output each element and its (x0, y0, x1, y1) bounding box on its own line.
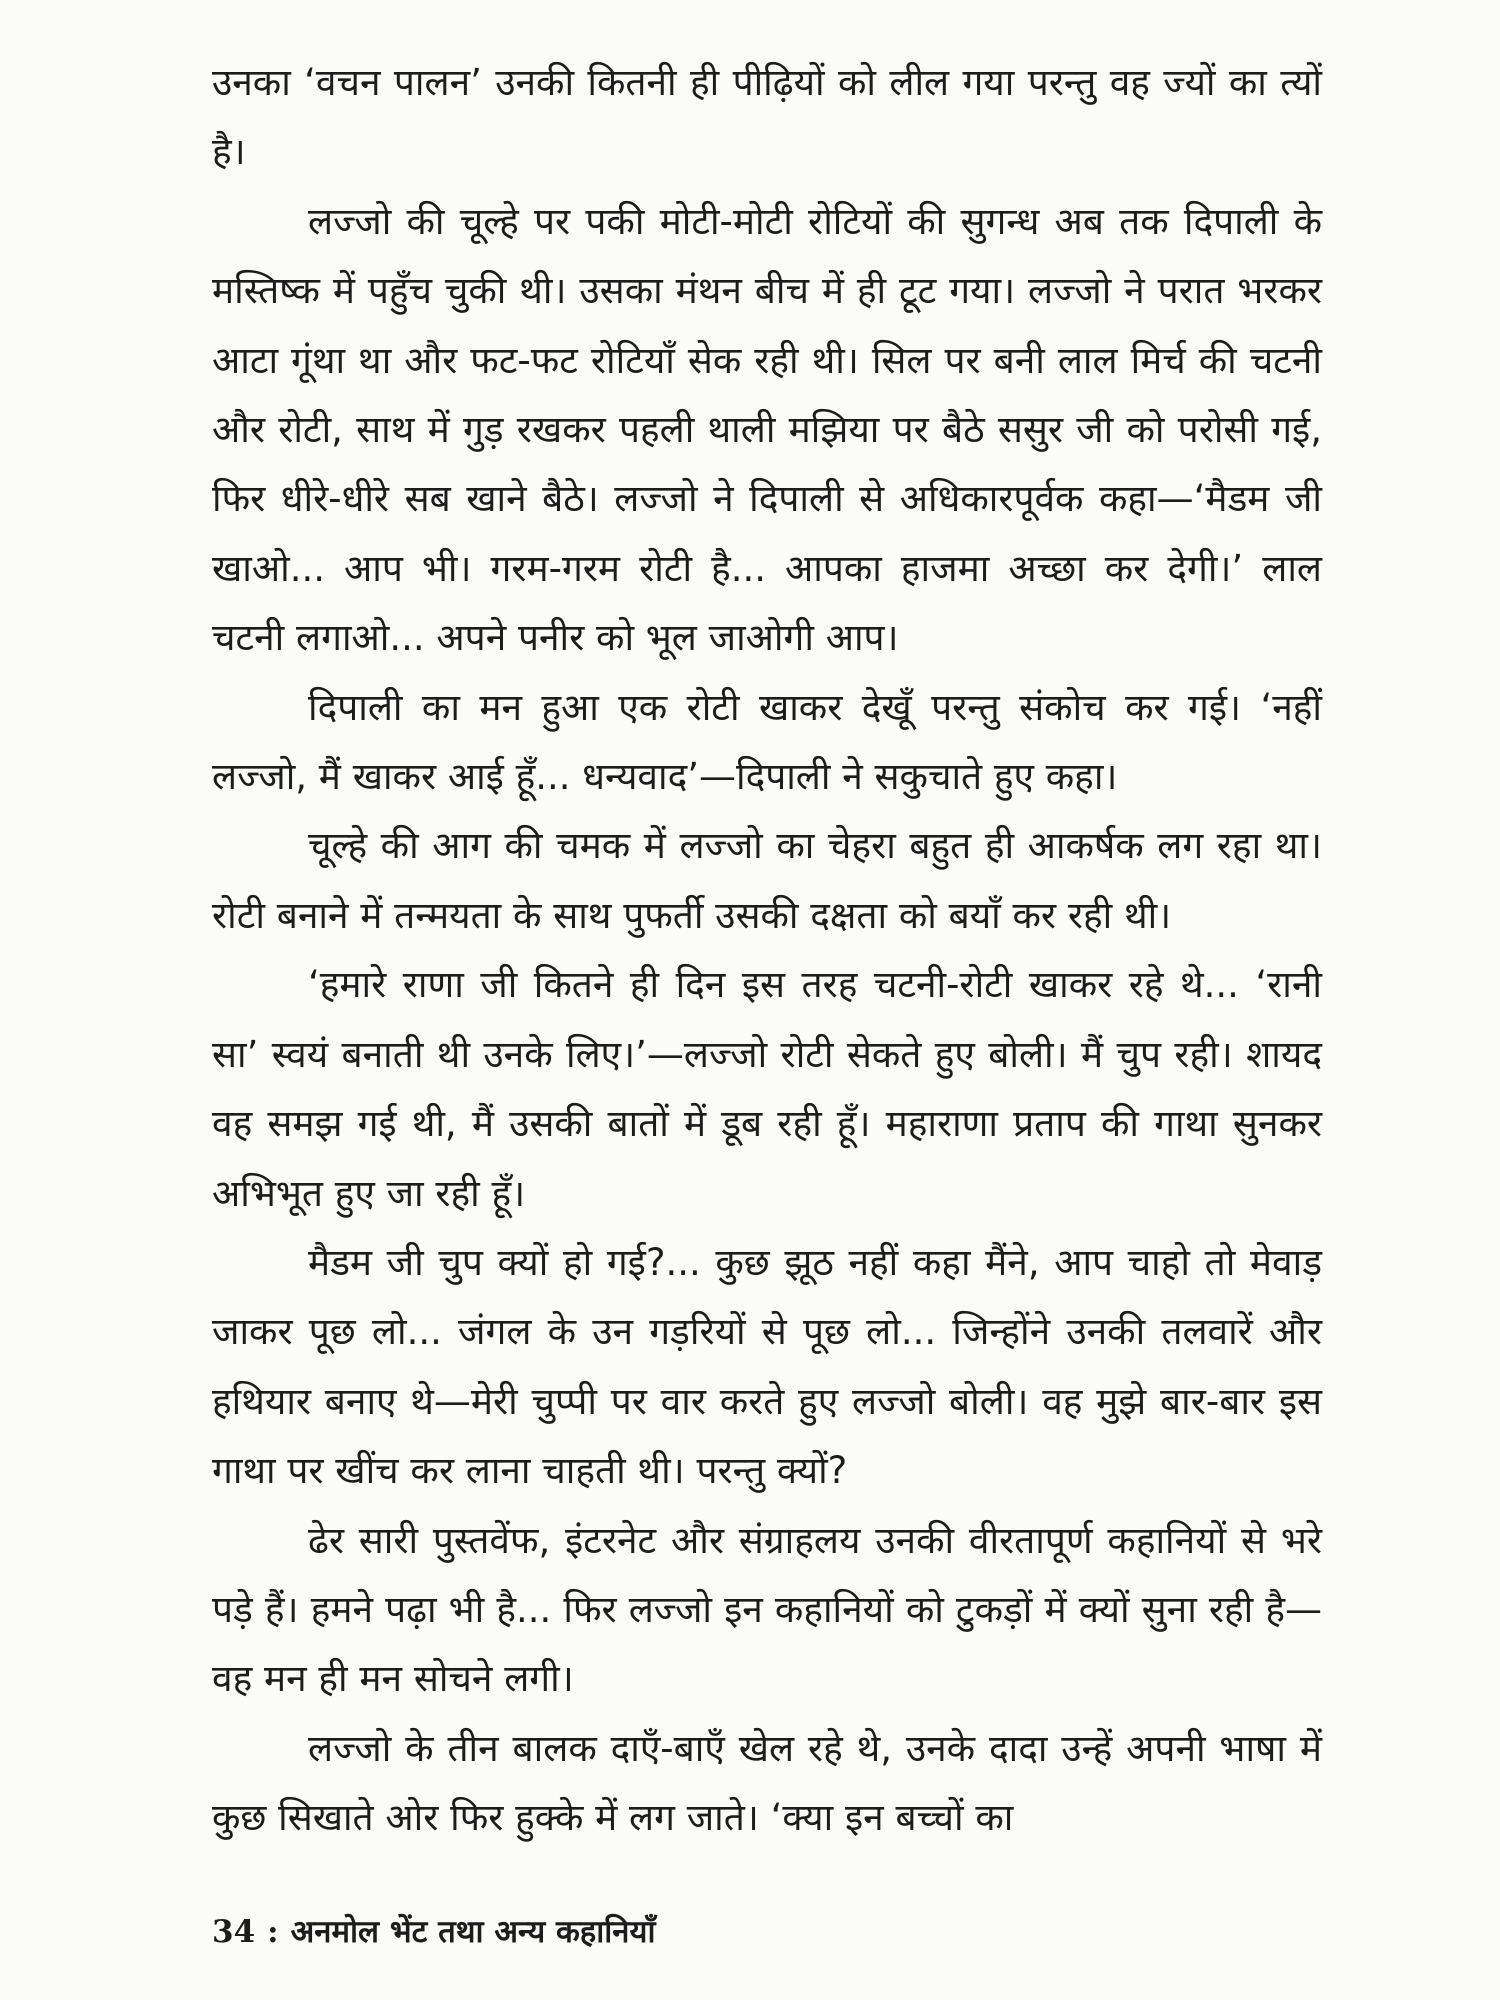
paragraph: चूल्हे की आग की चमक में लज्जो का चेहरा बहुत ही आकर्षक लग रहा था। रोटी बनाने में तन्मयता के साथ पुफर्ती उसकी दक्षता को बयाँ कर रही थी। (212, 824, 1322, 937)
page-footer (212, 1912, 656, 1952)
paragraph: लज्जो के तीन बालक दाएँ-बाएँ खेल रहे थे, उनके दादा उन्हें अपनी भाषा में कुछ सिखाते ओर फिर हुक्के में लग जाते। ‘क्या इन बच्चों का (212, 1726, 1322, 1840)
paragraph: ढेर सारी पुस्तवेंफ, इंटरनेट और संग्राहलय उनकी वीरतापूर्ण कहानियों से भरे पड़े हैं। हमने पढ़ा भी है... फिर लज्जो इन कहानियों को टुकड़ों में क्यों सुना रही है—वह मन ही मन सोचने लगी। (212, 1518, 1322, 1701)
paragraph: दिपाली का मन हुआ एक रोटी खाकर देखूँ परन्तु संकोच कर गई। ‘नहीं लज्जो, मैं खाकर आई हूँ... धन्यवाद’—दिपाली ने सकुचाते हुए कहा। (212, 685, 1322, 799)
paragraph: लज्जो की चूल्हे पर पकी मोटी-मोटी रोटियों की सुगन्ध अब तक दिपाली के मस्तिष्क में पहुँच चुकी थी। उसका मंथन बीच में ही टूट गया। लज्जो ने परात भरकर आटा गूंथा था और फट-फट रोटियाँ सेक रही थी। सिल पर बनी लाल मिर्च की चटनी और रोटी, साथ में गुड़ रखकर पहली थाली मझिया पर बैठे ससुर जी को परोसी गई, फिर धीरे-धीरे सब खाने बैठे। लज्जो ने दिपाली से अधिकारपूर्वक कहा—‘मैडम जी खाओ... आप भी। गरम-गरम रोटी है... आपका हाजमा अच्छा कर देगी।’ लाल चटनी लगाओ... अपने पनीर को भूल जाओगी आप। (212, 199, 1322, 660)
footer-separator: : (267, 1914, 279, 1950)
page-number: 34 (212, 1914, 256, 1950)
book-title: अनमोल भेंट तथा अन्य कहानियाँ (290, 1914, 656, 1950)
paragraph: मैडम जी चुप क्यों हो गई?... कुछ झूठ नहीं कहा मैंने, आप चाहो तो मेवाड़ जाकर पूछ लो... जंगल के उन गड़रियों से पूछ लो... जिन्होंने उनकी तलवारें और हथियार बनाए थे—मेरी चुप्पी पर वार करते हुए लज्जो बोली। वह मुझे बार-बार इस गाथा पर खींच कर लाना चाहती थी। परन्तु क्यों? (212, 1240, 1322, 1493)
page-text-body (212, 48, 1322, 1853)
paragraph: उनका ‘वचन पालन’ उनकी कितनी ही पीढ़ियों को लील गया परन्तु वह ज्यों का त्यों है। (212, 61, 1322, 174)
paragraph: ‘हमारे राणा जी कितने ही दिन इस तरह चटनी-रोटी खाकर रहे थे... ‘रानी सा’ स्वयं बनाती थी उनके लिए।’—लज्जो रोटी सेकते हुए बोली। मैं चुप रही। शायद वह समझ गई थी, मैं उसकी बातों में डूब रही हूँ। महाराणा प्रताप की गाथा सुनकर अभिभूत हुए जा रही हूँ। (212, 963, 1322, 1215)
